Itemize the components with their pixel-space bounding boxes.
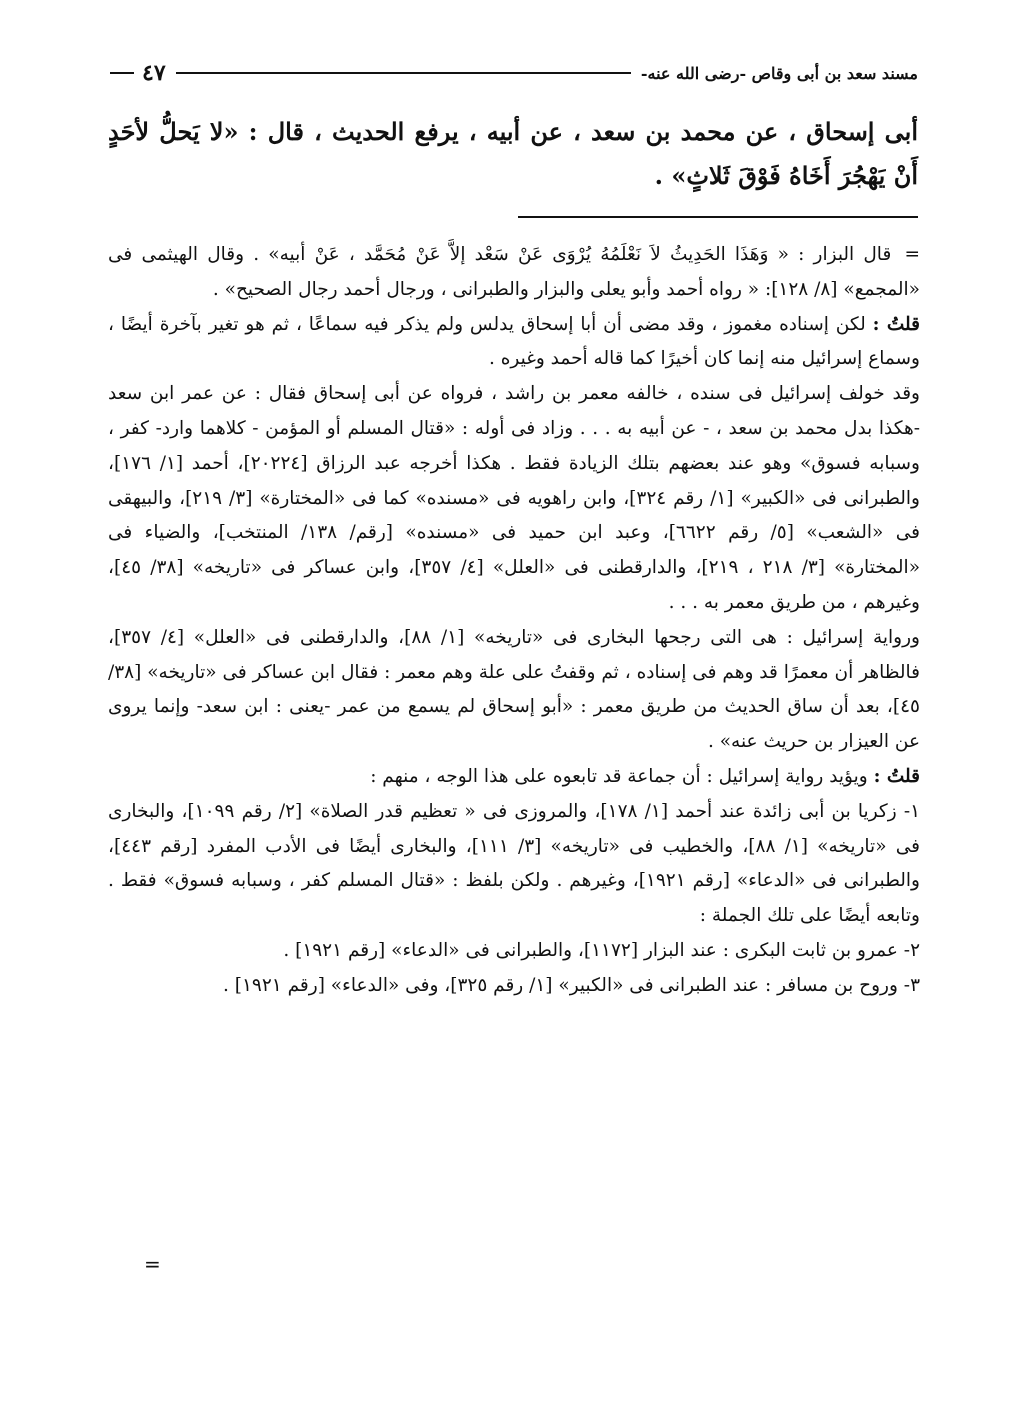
running-title: مسند سعد بن أبى وقاص -رضى الله عنه-	[640, 63, 918, 83]
footnote-paragraph-5	[108, 760, 920, 795]
hadith-quote: «لا يَحلُّ لأحَدٍ أَنْ يَهْجُرَ أَخَاهُ فَوْقَ ثَلاثٍ»	[108, 117, 918, 190]
qultu-label: قلتُ :	[872, 313, 921, 335]
list-item-2: ٢- عمرو بن ثابت البكرى : عند البزار [١١٧٢]، والطبرانى فى «الدعاء» [رقم ١٩٢١] .	[283, 939, 920, 961]
footnote-text-2: لكن إسناده مغموز ، وقد مضى أن أبا إسحاق يدلس ولم يذكر فيه سماعًا ، ثم هو تغير بآخرة أيضًا ، وسماع إسرائيل منه إنما كان أخيرًا كما قاله أحمد وغيره .	[108, 313, 920, 370]
footnotes	[108, 238, 920, 1004]
list-item-3: ٣- وروح بن مسافر : عند الطبرانى فى «الكبير» [١/ رقم ٣٢٥]، وفى «الدعاء» [رقم ١٩٢١] .	[223, 974, 920, 996]
list-item-1: ١- زكريا بن أبى زائدة عند أحمد [١/ ١٧٨]، والمروزى فى « تعظيم قدر الصلاة» [٢/ رقم ١٠٩٩]، والبخارى فى «تاريخه» [١/ ٨٨]، والخطيب فى «تاريخه» [٣/ ١١١]، والبخارى أيضًا فى الأدب المفرد [رقم ٤٤٣]، والطبرانى فى «الدعاء» [رقم ١٩٢١]، وغيرهم . ولكن بلفظ : «قتال المسلم كفر ، وسبابه فسوق» فقط . وتابعه أيضًا على تلك الجملة :	[108, 800, 921, 927]
footnote-paragraph-3: وقد خولف إسرائيل فى سنده ، خالفه معمر بن راشد ، فرواه عن أبى إسحاق فقال : عن عمر ابن سعد -هكذا بدل محمد بن سعد ، - عن أبيه به . . . وزاد فى أوله : «قتال المسلم أو المؤمن - كلاهما وارد- كفر ، وسبابه فسوق» وهو عند بعضهم بتلك الزيادة فقط . هكذا أخرجه عبد الرزاق [٢٠٢٢٤]، أحمد [١/ ١٧٦]، والطبرانى فى «الكبير» [١/ رقم ٣٢٤]، وابن راهويه فى «مسنده» كما فى «المختارة» [٣/ ٢١٩]، والبيهقى فى «الشعب» [٥/ رقم ٦٦٢٢]، وعبد ابن حميد فى «مسنده» [رقم/ ١٣٨/ المنتخب]، والضياء فى «المختارة» [٣/ ٢١٨ ، ٢١٩]، والدارقطنى فى «العلل» [٤/ ٣٥٧]، وابن عساكر فى «تاريخه» [٣٨/ ٤٥]، وغيرهم ، من طريق معمر به . . .	[108, 383, 921, 613]
main-end: .	[654, 161, 663, 190]
page-header	[110, 58, 918, 88]
header-dash	[110, 72, 134, 74]
footnote-paragraph-4: ورواية إسرائيل : هى التى رجحها البخارى فى «تاريخه» [١/ ٨٨]، والدارقطنى فى «العلل» [٤/ ٣٥٧]، فالظاهر أن معمرًا قد وهم فى إسناده ، ثم وقفتُ على علة وهم معمر : فقال ابن عساكر فى «تاريخه» [٣٨/ ٤٥]، بعد أن ساق الحديث من طريق معمر : «أبو إسحاق لم يسمع من عمر -يعنى : ابن سعد- وإنما يروى عن العيزار بن حريث عنه» .	[108, 626, 920, 753]
header-rule	[176, 72, 631, 74]
page-end-mark: =	[144, 1252, 161, 1276]
main-text	[108, 110, 918, 198]
footnote-paragraph-1	[108, 238, 920, 308]
footnote-text-5: ويؤيد رواية إسرائيل : أن جماعة قد تابعوه على هذا الوجه ، منهم :	[370, 765, 868, 787]
main-intro: أبى إسحاق ، عن محمد بن سعد ، عن أبيه ، يرفع الحديث ، قال :	[248, 117, 918, 146]
continuation-mark: =	[904, 244, 920, 265]
footnote-separator	[518, 216, 918, 218]
page-number: ٤٧	[142, 60, 166, 86]
footnote-text-1: قال البزار : « وَهَذَا الحَدِيثُ لاَ نَعْلَمُهُ يُرْوَى عَنْ سَعْد إلاَّ عَنْ مُحَمَّد ، عَنْ أبيه» . وقال الهيثمى فى «المجمع» [٨/ ١٢٨]: « رواه أحمد وأبو يعلى والبزار والطبرانى ، ورجال أحمد رجال الصحيح» .	[108, 244, 920, 300]
footnote-paragraph-2	[108, 308, 920, 378]
qultu-label-2: قلتُ :	[873, 765, 920, 787]
